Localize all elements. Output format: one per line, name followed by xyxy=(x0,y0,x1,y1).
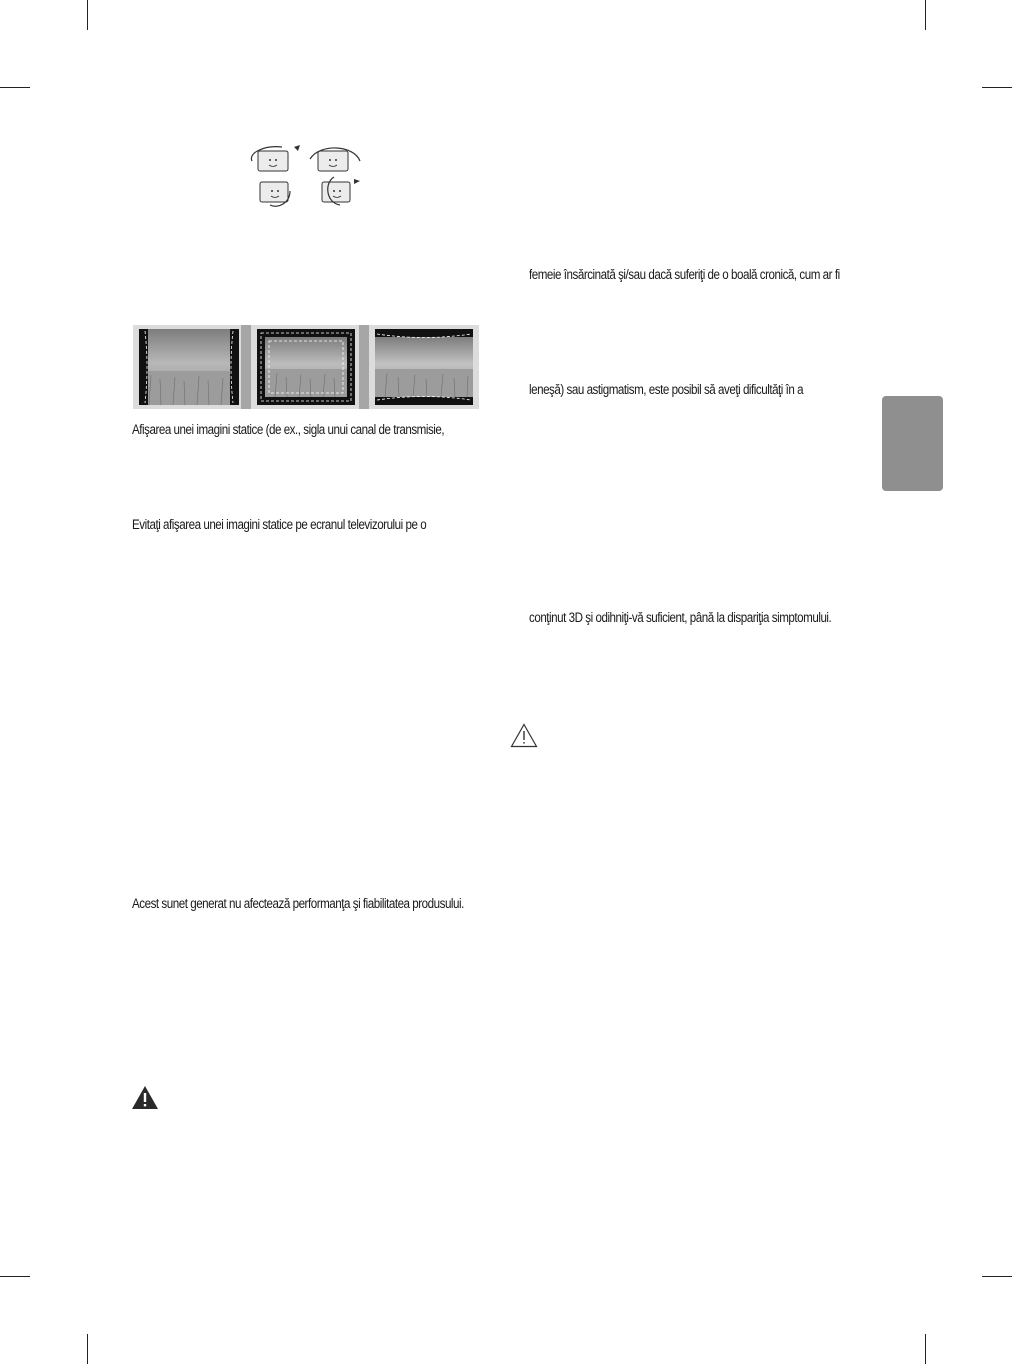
crop-mark xyxy=(925,1334,926,1364)
crop-mark xyxy=(87,1334,88,1364)
crop-mark xyxy=(982,1276,1012,1277)
warning-outline-icon xyxy=(510,723,538,753)
landscape-image xyxy=(257,329,355,405)
crop-mark xyxy=(0,1276,30,1277)
crop-mark xyxy=(925,0,926,30)
paragraph-sound: Acest sunet generat nu afectează performanţa şi fiabilitatea produsului. xyxy=(132,896,464,911)
paragraph-static-image: Afişarea unei imagini statice (de ex., sigla unui canal de transmisie, xyxy=(132,422,445,437)
crop-mark xyxy=(982,87,1012,88)
crop-mark xyxy=(0,87,30,88)
divider xyxy=(241,325,251,409)
paragraph-pregnant: femeie însărcinată şi/sau dacă suferiţi de o boală cronică, cum ar fi xyxy=(529,267,840,282)
paragraph-avoid-static-image: Evitaţi afişarea unei imagini statice pe ecranul televizorului pe o xyxy=(132,517,427,532)
tv-rotation-icon xyxy=(250,143,365,210)
section-tab xyxy=(882,396,943,491)
landscape-image xyxy=(139,329,239,405)
landscape-image xyxy=(375,329,473,405)
image-retention-illustration xyxy=(133,325,479,409)
paragraph-3d-rest: conţinut 3D şi odihniţi-vă suficient, până la dispariţia simptomului. xyxy=(529,610,832,625)
divider xyxy=(359,325,369,409)
warning-filled-icon xyxy=(131,1085,159,1115)
paragraph-astigmatism: leneşă) sau astigmatism, este posibil să aveţi dificultăţi în a xyxy=(529,382,804,397)
crop-mark xyxy=(87,0,88,30)
